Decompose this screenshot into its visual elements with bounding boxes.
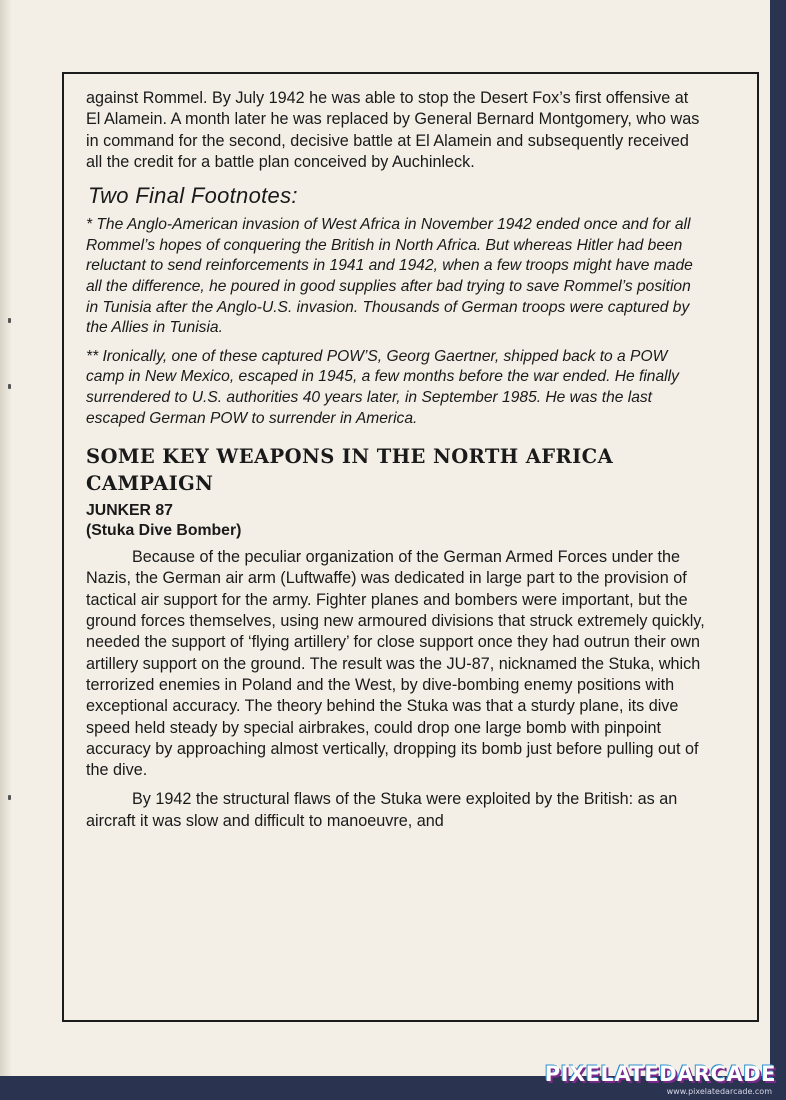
weapon-subtitle: (Stuka Dive Bomber) (86, 522, 242, 540)
binding-mark (8, 795, 11, 800)
watermark-url: www.pixelatedarcade.com (666, 1087, 772, 1096)
page-spine (0, 0, 12, 1076)
section-heading: SOME KEY WEAPONS IN THE NORTH AFRICA CAMPAIGN (86, 445, 614, 496)
weapon-paragraph-1: Because of the peculiar organization of the German Armed Forces under the Nazis, the German air arm (Luftwaffe) was dedicated in large part to the provision of tactical air support for the army. Fighter planes and bombers were important, but the ground forces themselves, using new armoured divisions that struck extremely quickly, needed the support of ‘flying artillery’ for close support once they had outrun their own artillery support on the ground. The result was the JU-87, nicknamed the Stuka, which terrorized enemies in Poland and the West, by dive-bombing enemy positions with exceptional accuracy. The theory behind the Stuka was that a sturdy plane, its dive speed held steady by special airbrakes, could drop one large bomb with pinpoint accuracy by approaching almost vertically, dropping its bomb just before pulling out of the dive. (86, 548, 705, 780)
footnote-1: * The Anglo-American invasion of West Africa in November 1942 ended once and for all Rommel’s hopes of conquering the British in North Africa. But whereas Hitler had been reluctant to send reinforcements in 1941 and 1942, when a few troops might have made all the difference, he poured in good supplies after bad trying to save Rommel’s position in Tunisia after the Anglo-U.S. invasion. Thousands of German troops were captured by the Allies in Tunisia. (86, 216, 693, 337)
binding-mark (8, 318, 11, 323)
footnotes-heading: Two Final Footnotes: (88, 183, 298, 209)
footnote-2: ** Ironically, one of these captured POW’S, Georg Gaertner, shipped back to a POW camp in New Mexico, escaped in 1945, a few months before the war ended. He finally surrendered to U.S. authorities 40 years later, in September 1985. He was the last escaped German POW to surrender in America. (86, 347, 679, 427)
weapon-paragraph-2: By 1942 the structural flaws of the Stuka were exploited by the British: as an aircraft it was slow and difficult to manoeuvre, and (86, 790, 678, 830)
intro-paragraph: against Rommel. By July 1942 he was able to stop the Desert Fox’s first offensive at El Alamein. A month later he was replaced by General Bernard Montgomery, who was in command for the second, decisive battle at El Alamein and subsequently received all the credit for a battle plan conceived by Auchinleck. (86, 89, 700, 171)
binding-mark (8, 384, 11, 389)
weapon-name: JUNKER 87 (86, 502, 173, 520)
watermark-logo: PIXELATEDARCADE (544, 1062, 776, 1086)
text-column (86, 88, 706, 832)
